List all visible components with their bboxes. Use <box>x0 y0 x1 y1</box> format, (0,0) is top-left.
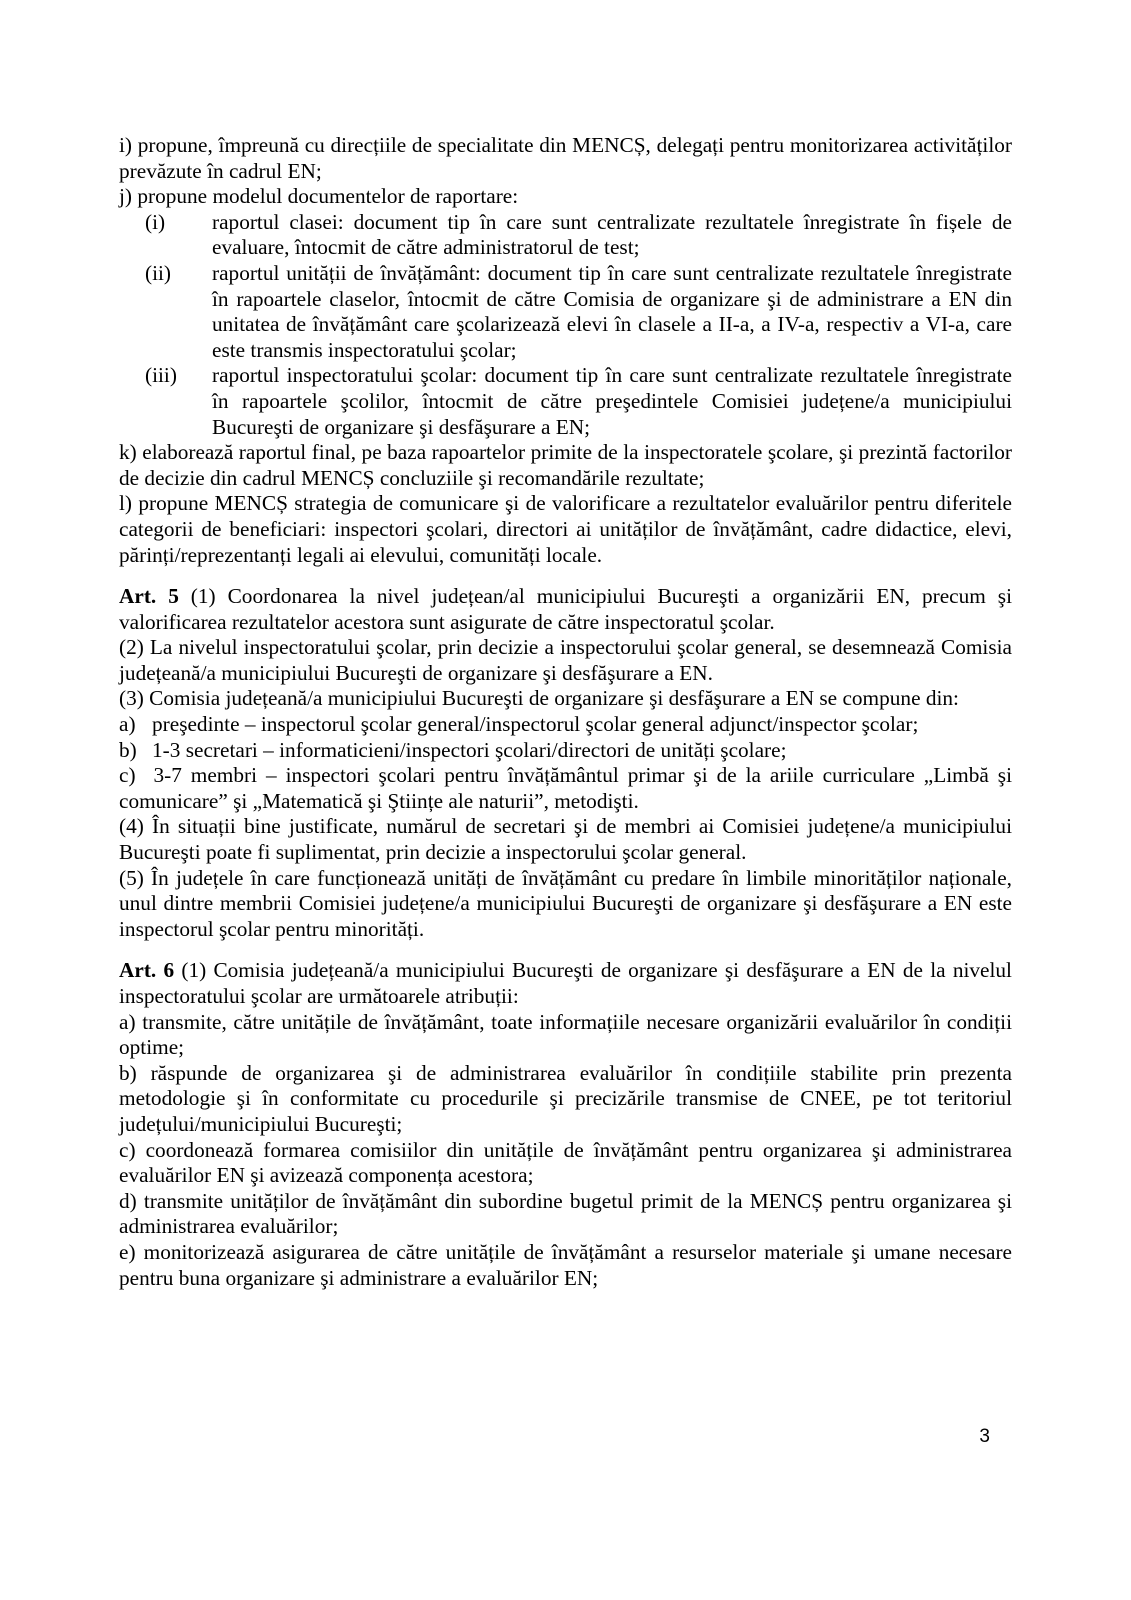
letter-text: 1-3 secretari – informaticieni/inspectori şcolari/directori de unități şcolare; <box>152 737 787 762</box>
section-spacer <box>119 568 1012 584</box>
sub-item-text: raportul inspectoratului şcolar: document tip în care sunt centralizate rezultatele înregistrate în rapoartele şcolilor, întocmit de către preşedintele Comisiei județene/a municipiului Bucureşti de organizare şi desfăşurare a EN; <box>212 363 1012 439</box>
art6-item-d: d) transmite unităților de învățământ din subordine bugetul primit de la MENCȘ pentru organizarea şi administrarea evaluărilor; <box>119 1188 1012 1239</box>
sub-item-label: (iii) <box>145 363 177 388</box>
art6-item-a: a) transmite, către unitățile de învățământ, toate informațiile necesare organizării evaluărilor în condiții optime; <box>119 1009 1012 1060</box>
art6-label: Art. 6 <box>119 958 175 983</box>
art6-par1-text: (1) Comisia județeană/a municipiului Bucureşti de organizare şi desfăşurare a EN de la nivelul inspectoratului şcolar are următoarele atribuții: <box>119 958 1012 1008</box>
section-spacer <box>119 942 1012 958</box>
art5-paragraph-4: (4) În situații bine justificate, numărul de secretari şi de membri ai Comisiei județene/a municipiului Bucureşti poate fi suplimentat, prin decizie a inspectorului şcolar general. <box>119 814 1012 865</box>
letter-text: 3-7 membri – inspectori şcolari pentru învățământul primar şi de la ariile curriculare „Limbă şi comunicare” şi „Matematică şi Ştiințe ale naturii”, metodişti. <box>119 763 1012 813</box>
page-body <box>119 133 1012 1291</box>
sub-item-ii <box>119 261 1012 363</box>
sub-item-i <box>119 210 1012 261</box>
paragraph-item-i: i) propune, împreună cu direcțiile de specialitate din MENCȘ, delegați pentru monitorizarea activităților prevăzute în cadrul EN; <box>119 133 1012 183</box>
art5-paragraph-2: (2) La nivelul inspectoratului şcolar, prin decizie a inspectorului şcolar general, se desemnează Comisia județeană/a municipiului Bucureşti de organizare şi desfăşurare a EN. <box>119 635 1012 685</box>
page-number: 3 <box>979 1426 990 1447</box>
letter-text: preşedinte – inspectorul şcolar general/inspectorul şcolar general adjunct/inspector şcolar; <box>152 712 919 737</box>
paragraph-item-k: k) elaborează raportul final, pe baza rapoartelor primite de la inspectoratele şcolare, şi prezintă factorilor de decizie din cadrul MENCȘ concluziile şi recomandările rezultate; <box>119 440 1012 490</box>
sub-item-text: raportul unității de învățământ: document tip în care sunt centralizate rezultatele înregistrate în rapoartele claselor, întocmit de către Comisia de organizare şi de administrare a EN din unitatea de învățământ care şcolarizează elevi în clasele a II-a, a IV-a, respectiv a VI-a, care este transmis inspectoratului şcolar; <box>212 260 1012 362</box>
art6-item-b: b) răspunde de organizarea şi de administrarea evaluărilor în condițiile stabilite prin prezenta metodologie şi în conformitate cu procedurile şi precizările transmise de CNEE, pe tot teritoriul județului/municipiului Bucureşti; <box>119 1060 1012 1136</box>
art6-item-e: e) monitorizează asigurarea de către unitățile de învățământ a resurselor materiale şi umane necesare pentru buna organizare şi administrare a evaluărilor EN; <box>119 1239 1012 1290</box>
letter-label: c) <box>119 763 136 788</box>
sub-item-label: (ii) <box>145 260 172 285</box>
art5-par1-text: (1) Coordonarea la nivel județean/al municipiului Bucureşti a organizării EN, precum şi valorificarea rezultatelor acestora sunt asigurate de către inspectoratul şcolar. <box>119 584 1012 634</box>
art5-letter-b <box>119 738 1012 764</box>
art6-paragraph-1 <box>119 958 1012 1009</box>
art5-paragraph-1 <box>119 584 1012 635</box>
letter-label: a) <box>119 712 136 737</box>
letter-label: b) <box>119 737 137 762</box>
art6-item-c: c) coordonează formarea comisiilor din unitățile de învățământ pentru organizarea şi administrarea evaluărilor EN şi avizează componența acestora; <box>119 1137 1012 1188</box>
paragraph-item-j: j) propune modelul documentelor de raportare: <box>119 184 519 209</box>
art5-letter-a <box>119 712 1012 738</box>
paragraph-item-l: l) propune MENCȘ strategia de comunicare şi de valorificare a rezultatelor evaluărilor pentru diferitele categorii de beneficiari: inspectori şcolari, directori ai unităților de învățământ, cadre didactice, elevi, părinți/reprezentanți legali ai elevului, comunități locale. <box>119 491 1012 567</box>
art5-letter-c <box>119 763 1012 814</box>
sub-item-text: raportul clasei: document tip în care sunt centralizate rezultatele înregistrate în fișele de evaluare, întocmit de către administratorul de test; <box>212 209 1012 260</box>
sub-item-iii <box>119 363 1012 440</box>
art5-label: Art. 5 <box>119 584 179 609</box>
art5-paragraph-5: (5) În județele în care funcționează unități de învățământ cu predare în limbile minorităților naționale, unul dintre membrii Comisiei județene/a municipiului Bucureşti de organizare şi desfăşurare a EN este inspectorul şcolar pentru minorități. <box>119 865 1012 941</box>
art5-paragraph-3: (3) Comisia județeană/a municipiului Bucureşti de organizare şi desfăşurare a EN se compune din: <box>119 686 959 711</box>
sub-item-label: (i) <box>145 209 166 234</box>
